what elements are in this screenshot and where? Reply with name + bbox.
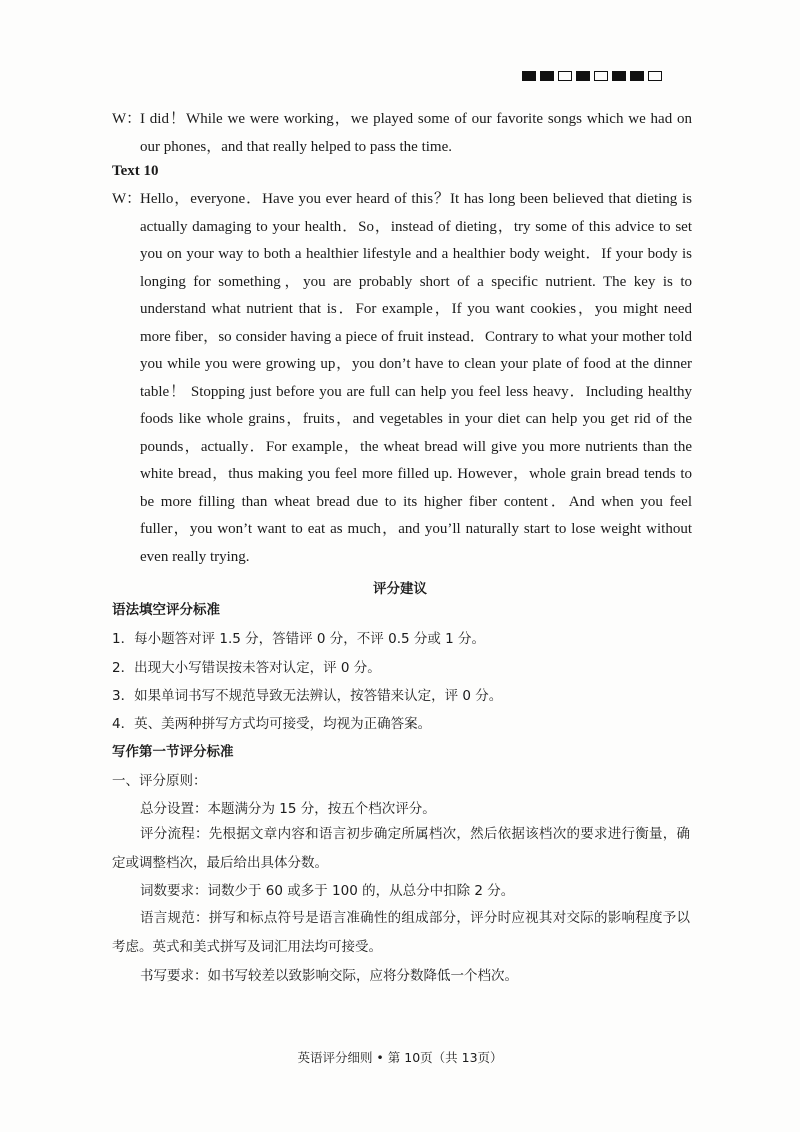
empty-square-mark xyxy=(648,71,662,81)
filled-square-mark xyxy=(540,71,554,81)
language-rule: 语言规范：拼写和标点符号是语言准确性的组成部分，评分时应视其对交际的影响程度予以考虑。英式和美式拼写及词汇用法均可接受。 xyxy=(112,910,690,955)
filled-square-mark xyxy=(612,71,626,81)
grammar-rule: 1．每小题答对评 1.5 分，答错评 0 分，不评 0.5 分或 1 分。 xyxy=(112,631,486,647)
filled-square-mark xyxy=(576,71,590,81)
speaker-label: W： xyxy=(112,111,142,127)
empty-square-mark xyxy=(594,71,608,81)
grammar-rule: 4．英、美两种拼写方式均可接受，均视为正确答案。 xyxy=(112,716,432,732)
scoring-section-title: 评分建议 xyxy=(373,581,427,597)
principle-heading: 一、评分原则： xyxy=(112,773,207,789)
previous-dialog-line xyxy=(112,106,692,161)
speaker-label: W： xyxy=(112,191,142,207)
word-count-rule: 词数要求：词数少于 60 或多于 100 的，从总分中扣除 2 分。 xyxy=(140,883,515,899)
header-marks xyxy=(522,71,662,81)
total-score-rule: 总分设置：本题满分为 15 分，按五个档次评分。 xyxy=(140,801,436,817)
previous-speech-text: I did！While we were working，we played some of our favorite songs which we had on our phones，and that really helped to pass the time. xyxy=(140,111,692,155)
process-rule: 评分流程：先根据文章内容和语言初步确定所属档次，然后依据该档次的要求进行衡量，确定或调整档次，最后给出具体分数。 xyxy=(112,826,690,871)
empty-square-mark xyxy=(558,71,572,81)
text-10-speech: Hello，everyone．Have you ever heard of this？It has long been believed that dieting is actually damaging to your health．So，instead of dieting，try some of this advice to set you on your way to both a healthier lifestyle and a healthier body weight．If your body is longing for something，you are probably short of a specific nutrient. The key is to understand what nutrient that is．For example，If you want cookies，you might need more fiber，so consider having a piece of fruit instead．Contrary to what your mother told you while you were growing up，you don’t have to clean your plate of food at the dinner table！ Stopping just before you are full can help you feel less heavy．Including healthy foods like whole grains，fruits，and vegetables in your diet can help you get rid of the pounds，actually．For example，the wheat bread will give you more nutrients than the white bread，thus making you feel more filled up. However，whole grain bread tends to be more filling than wheat bread due to its higher fiber content．And when you feel fuller，you won’t want to eat as much，and you’ll naturally start to lose weight without even really trying. xyxy=(140,191,692,565)
handwriting-rule: 书写要求：如书写较差以致影响交际，应将分数降低一个档次。 xyxy=(140,968,518,984)
grammar-rule: 2．出现大小写错误按未答对认定，评 0 分。 xyxy=(112,660,381,676)
writing-heading: 写作第一节评分标准 xyxy=(112,744,234,760)
grammar-heading: 语法填空评分标准 xyxy=(112,602,220,618)
text-10-title: Text 10 xyxy=(112,163,159,179)
filled-square-mark xyxy=(522,71,536,81)
filled-square-mark xyxy=(630,71,644,81)
page-footer: 英语评分细则 • 第 10页（共 13页） xyxy=(297,1050,503,1065)
grammar-rule: 3．如果单词书写不规范导致无法辨认，按答错来认定，评 0 分。 xyxy=(112,688,503,704)
text-10-dialog xyxy=(112,186,692,571)
